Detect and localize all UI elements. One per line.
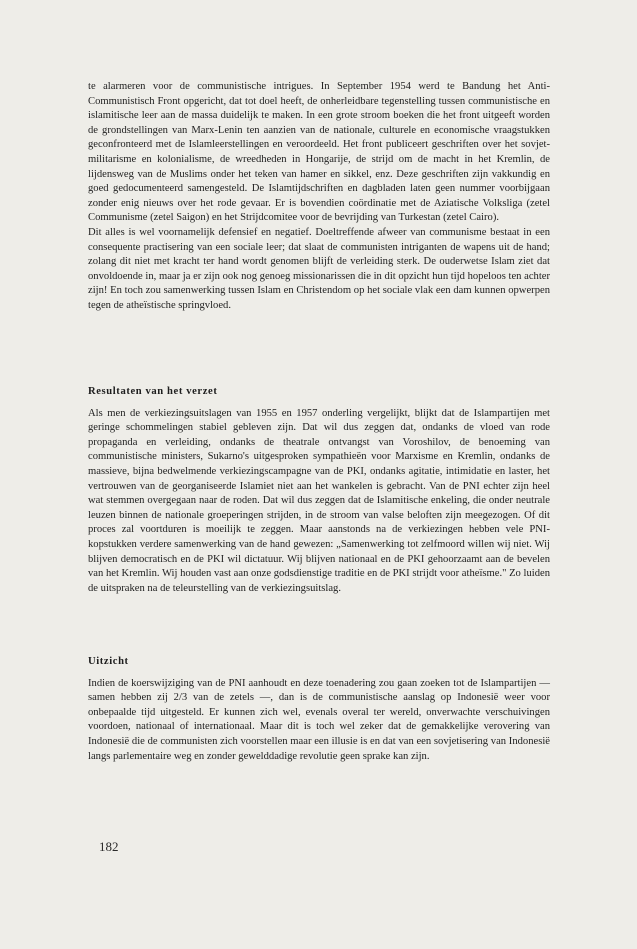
- results-section: [88, 385, 550, 596]
- intro-paragraph-2: Dit alles is wel voornamelijk defensief en negatief. Doeltreffende afweer van communisme bestaat in een consequente practisering van een sociale leer; dat slaat de communisten intriganten de wapens uit de hand; zolang dit niet met kracht ter hand wordt genomen blijft de verleiding sterk. De ouderwetse Islam ziet dat onvoldoende in, maar ja er zijn ook nog genoeg missionarissen die in dit opzicht hun tijd hopeloos ten achter zijn! En toch zou samenwerking tussen Islam en Christendom op het sociale vlak een dam kunnen opwerpen tegen de atheïstische springvloed.: [88, 226, 550, 311]
- results-heading: Resultaten van het verzet: [88, 386, 218, 397]
- intro-section: [88, 80, 550, 314]
- outlook-paragraph: Indien de koerswijziging van de PNI aanhoudt en deze toenadering zou gaan zoeken tot de Islampartijen — samen hebben zij 2/3 van de zetels —, dan is de communistische aanslag op Indonesië weer voor onbepaalde tijd uitgesteld. Er kunnen zich wel, evenals overal ter wereld, onverwachte verschuivingen voordoen, nationaal of internationaal. Maar dit is toch wel zeker dat de gemakkelijke verovering van Indonesië die de communisten zich voorstellen maar een illusie is en dat van een sovjetisering van Indonesië langs parlementaire weg en zonder gewelddadige revolutie geen sprake kan zijn.: [88, 677, 550, 762]
- results-paragraph: Als men de verkiezingsuitslagen van 1955 en 1957 onderling vergelijkt, blijkt dat de Islampartijen met geringe schommelingen stabiel gebleven zijn. Dat wil dus zeggen dat, ondanks de vloed van rode propaganda en verleiding, ondanks de theatrale ontvangst van Voroshilov, de benoeming van communistische ministers, Sukarno's uitgesproken sympathieën voor Marxisme en Kremlin, ondanks de massieve, bijna bedwelmende verkiezingscampagne van de PKI, ondanks agitatie, intimidatie en laster, het vertrouwen van de georganiseerde Islamiet niet aan het wankelen is gebracht. Van de PNI echter zijn heel wat stemmen overgegaan naar de roden. Dat wil dus zeggen dat de Islamitische enkeling, die onder neutrale leuzen binnen de nationale groeperingen strijden, in de stroom van valse beloften zijn meegezogen. Of dit proces zal voortduren is moeilijk te zeggen. Maar aanstonds na de verkiezingen hebben vele PNI-kopstukken verdere samenwerking van de hand gewezen: „Samenwerking tot zelfmoord willen wij niet. Wij blijven democratisch en de PKI wil dictatuur. Wij blijven nationaal en de PKI gehoorzaamt aan de bevelen van het Kremlin. Wij houden vast aan onze godsdienstige traditie en de PKI strijdt voor atheïsme." Zo luiden de uitspraken na de teleurstelling van de verkiezingsuitslag.: [88, 407, 550, 594]
- outlook-section: [88, 655, 550, 764]
- page-number: 182: [99, 839, 119, 854]
- outlook-heading: Uitzicht: [88, 656, 129, 667]
- intro-paragraph-1: te alarmeren voor de communistische intrigues. In September 1954 werd te Bandung het Anti-Communistisch Front opgericht, dat tot doel heeft, de onherleidbare tegenstelling tussen communistische en islamitische leer aan de massa duidelijk te maken. In een grote stroom boeken die het front uitgeeft worden de grondstellingen van Marx-Lenin ten aanzien van de nationale, culturele en economische vraagstukken geconfronteerd met de Islamleerstellingen en veroordeeld. Het front publiceert geschriften over het sovjet-militarisme en kolonialisme, de wreedheden in Hongarije, de strijd om de macht in het Kremlin, de lijdensweg van de Muslims onder het teken van hamer en sikkel, enz. Deze geschriften zijn vakkundig en goed gedocumenteerd samengesteld. De Islamtijdschriften en dagbladen laten geen nummer voorbijgaan zonder enig nieuws over het rode gevaar. Er is bovendien coördinatie met de Aziatische Volksliga (zetel Communisme (zetel Saigon) en het Strijdcomitee voor de bevrijding van Turkestan (zetel Cairo).: [88, 81, 550, 224]
